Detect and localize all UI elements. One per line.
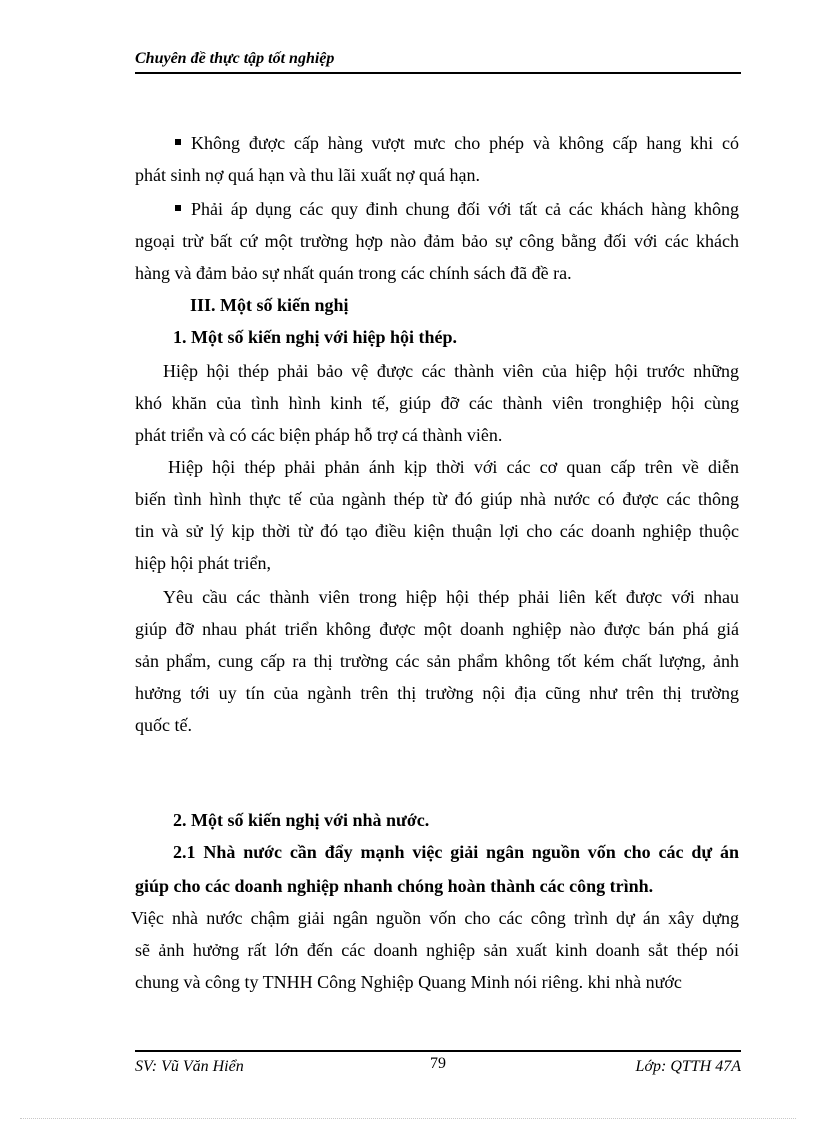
text-line: Yêu cầu các thành viên trong hiệp hội thép phải liên kết được với nhau	[163, 587, 739, 607]
subsection-heading: 2. Một số kiến nghị với nhà nước.	[173, 810, 430, 830]
text-line: sản phẩm, cung cấp ra thị trường các sản phẩm không tốt kém chất lượng, ảnh	[135, 651, 739, 671]
text-line: giúp đỡ nhau phát triển không được một doanh nghiệp nào được bán phá giá	[135, 619, 739, 639]
text-line: chung và công ty TNHH Công Nghiệp Quang Minh nói riêng. khi nhà nước	[135, 972, 682, 992]
page-number: 79	[430, 1055, 446, 1072]
bullet-1-line-1: Không được cấp hàng vượt mưc cho phép và không cấp hang khi có	[191, 133, 739, 153]
text-line: hưởng tới uy tín của ngành trên thị trường nội địa cũng như trên thị trường	[135, 683, 739, 703]
text-line: Việc nhà nước chậm giải ngân nguồn vốn cho các công trình dự án xây dựng	[131, 908, 739, 928]
text-line: phát triển và có các biện pháp hỗ trợ cá thành viên.	[135, 425, 503, 445]
footer-class: Lớp: QTTH 47A	[635, 1058, 741, 1075]
square-bullet-icon	[175, 139, 181, 145]
text-line: biến tình hình thực tế của ngành thép từ đó giúp nhà nước có được các thông	[135, 489, 739, 509]
bullet-2-line-1: Phải áp dụng các quy đinh chung đối với tất cả các khách hàng không	[191, 199, 739, 219]
text-line: khó khăn của tình hình kinh tế, giúp đỡ các thành viên tronghiệp hội cùng	[135, 393, 739, 413]
page-footer	[135, 1050, 741, 1082]
text-line: tin và sử lý kịp thời từ đó tạo điều kiện thuận lợi cho các doanh nghiệp thuộc	[135, 521, 739, 541]
subsection-heading: giúp cho các doanh nghiệp nhanh chóng hoàn thành các công trình.	[135, 876, 654, 896]
subsection-heading: 1. Một số kiến nghị với hiệp hội thép.	[173, 327, 458, 347]
section-heading: III. Một số kiến nghị	[190, 295, 349, 315]
subsection-heading: 2.1 Nhà nước cần đẩy mạnh việc giải ngân nguồn vốn cho các dự án	[173, 842, 739, 862]
text-line: Hiệp hội thép phải phản ánh kịp thời với các cơ quan cấp trên về diễn	[168, 457, 739, 477]
text-line: sẽ ảnh hưởng rất lớn đến các doanh nghiệp sản xuất kinh doanh sắt thép nói	[135, 940, 739, 960]
footer-author: SV: Vũ Văn Hiển	[135, 1058, 244, 1075]
text-line: Hiệp hội thép phải bảo vệ được các thành viên của hiệp hội trước những	[163, 361, 739, 381]
text-line: hiệp hội phát triển,	[135, 553, 271, 573]
bullet-item-1	[175, 132, 739, 154]
text-line: quốc tế.	[135, 715, 192, 735]
square-bullet-icon	[175, 205, 181, 211]
page-bottom-divider	[20, 1118, 796, 1119]
text-line: phát sinh nợ quá hạn và thu lãi xuất nợ quá hạn.	[135, 165, 480, 185]
page-header	[135, 48, 741, 74]
text-line: ngoại trừ bất cứ một trường hợp nào đảm bảo sự công bằng đối với các khách	[135, 231, 739, 251]
text-line: hàng và đảm bảo sự nhất quán trong các chính sách đã đề ra.	[135, 263, 572, 283]
header-title: Chuyên đề thực tập tốt nghiệp	[135, 50, 335, 67]
bullet-item-2	[175, 198, 739, 220]
